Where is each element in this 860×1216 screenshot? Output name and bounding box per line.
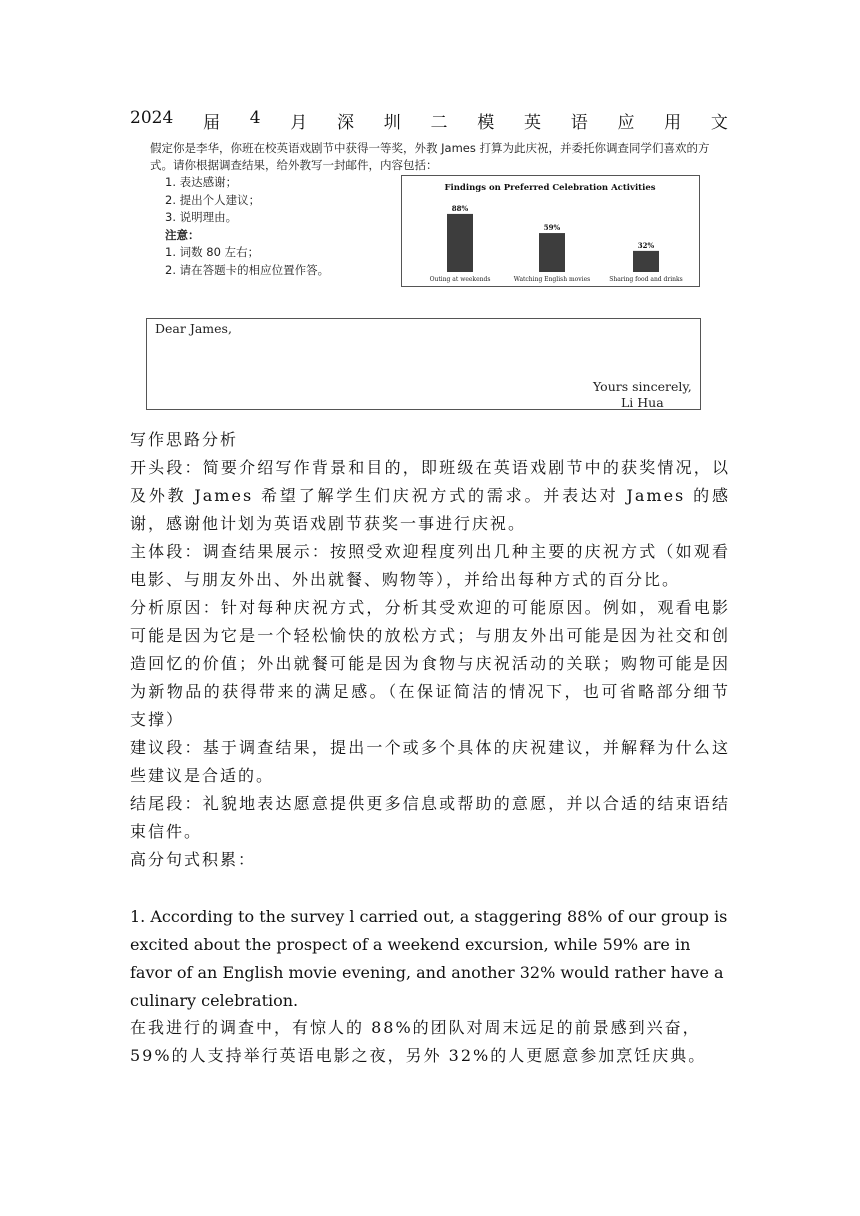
title-char: 4 [249, 108, 261, 128]
title-char: 深 [337, 113, 355, 133]
note-label: 注意： [165, 227, 200, 242]
title-char: 英 [523, 113, 541, 133]
task-point: 2. 提出个人建议； [165, 192, 261, 207]
chart-bar [633, 251, 659, 272]
document-title [130, 108, 728, 133]
chart-bar [447, 214, 473, 272]
letter-greeting: Dear James, [155, 321, 232, 336]
analysis-paragraph: 开头段：简要介绍写作背景和目的，即班级在英语戏剧节中的获奖情况，以及外教 James 希望了解学生们庆祝方式的需求。并表达对 James 的感谢，感谢他计划为英语戏剧节获奖一事进行庆祝。 [130, 458, 730, 533]
chart-value-label: 88% [451, 203, 469, 213]
note-item: 1. 词数 80 左右； [165, 245, 260, 259]
chart-title: Findings on Preferred Celebration Activities [444, 183, 656, 193]
sentence-english-block [130, 903, 732, 1015]
title-char: 用 [664, 113, 682, 133]
task-requirements [165, 174, 329, 279]
chart-category-label: Sharing food and drinks [609, 276, 683, 283]
letter-closing: Yours sincerely, [593, 379, 692, 394]
sentence-heading: 高分句式积累： [130, 850, 257, 869]
chart-bars [430, 204, 683, 283]
chart-category-label: Outing at weekends [429, 276, 491, 283]
survey-chart [401, 175, 700, 287]
title-char: 语 [570, 113, 588, 133]
title-char: 圳 [383, 113, 401, 133]
title-char: 文 [710, 113, 728, 133]
analysis-paragraph: 主体段：调查结果展示：按照受欢迎程度列出几种主要的庆祝方式（如观看电影、与朋友外出、外出就餐、购物等），并给出每种方式的百分比。 [130, 542, 730, 589]
sentence-english: 1. According to the survey l carried out, a staggering 88% of our group is excited about the prospect of a weekend excursion, while 59% are in favor of an English movie evening, and another 32% would rather have a culinary celebration. [130, 907, 728, 1010]
analysis-section [130, 426, 730, 874]
analysis-paragraph: 分析原因：针对每种庆祝方式，分析其受欢迎的可能原因。例如，观看电影可能是因为它是一个轻松愉快的放松方式；与朋友外出可能是因为社交和创造回忆的价值；外出就餐可能是因为食物与庆祝活动的关联；购物可能是因为新物品的获得带来的满足感。（在保证简洁的情况下，也可省略部分细节支撑） [130, 598, 730, 729]
analysis-heading: 写作思路分析 [130, 430, 239, 449]
title-char: 届 [203, 113, 220, 133]
analysis-paragraph: 结尾段：礼貌地表达愿意提供更多信息或帮助的意愿，并以合适的结束语结束信件。 [130, 794, 730, 841]
letter-signature: Li Hua [621, 395, 664, 410]
title-char: 月 [290, 113, 308, 133]
title-char: 2024 [130, 108, 174, 128]
task-point: 1. 表达感谢； [165, 175, 238, 189]
chart-category-label: Watching English movies [513, 276, 591, 283]
chart-value-label: 59% [543, 223, 561, 233]
note-item: 2. 请在答题卡的相应位置作答。 [165, 262, 330, 277]
title-char: 二 [430, 113, 448, 133]
letter-closing-block [593, 379, 692, 411]
task-intro-text: 假定你是李华，你班在校英语戏剧节中获得一等奖，外教 James 打算为此庆祝，并委托你调查同学们喜欢的方式。请你根据调查结果，给外教写一封邮件，内容包括： [150, 141, 710, 172]
task-intro [150, 140, 710, 174]
analysis-paragraph: 建议段：基于调查结果，提出一个或多个具体的庆祝建议，并解释为什么这些建议是合适的。 [130, 738, 730, 785]
title-char: 应 [617, 113, 635, 133]
task-point: 3. 说明理由。 [165, 210, 238, 224]
letter-box [146, 318, 701, 410]
sentence-chinese-block [130, 1014, 730, 1070]
title-char: 模 [477, 113, 495, 133]
chart-value-label: 32% [637, 240, 655, 250]
chart-bar [539, 233, 565, 272]
sentence-chinese: 在我进行的调查中，有惊人的 88%的团队对周末远足的前景感到兴奋，59%的人支持举行英语电影之夜，另外 32%的人更愿意参加烹饪庆典。 [130, 1018, 707, 1065]
chart-canvas [402, 176, 699, 286]
